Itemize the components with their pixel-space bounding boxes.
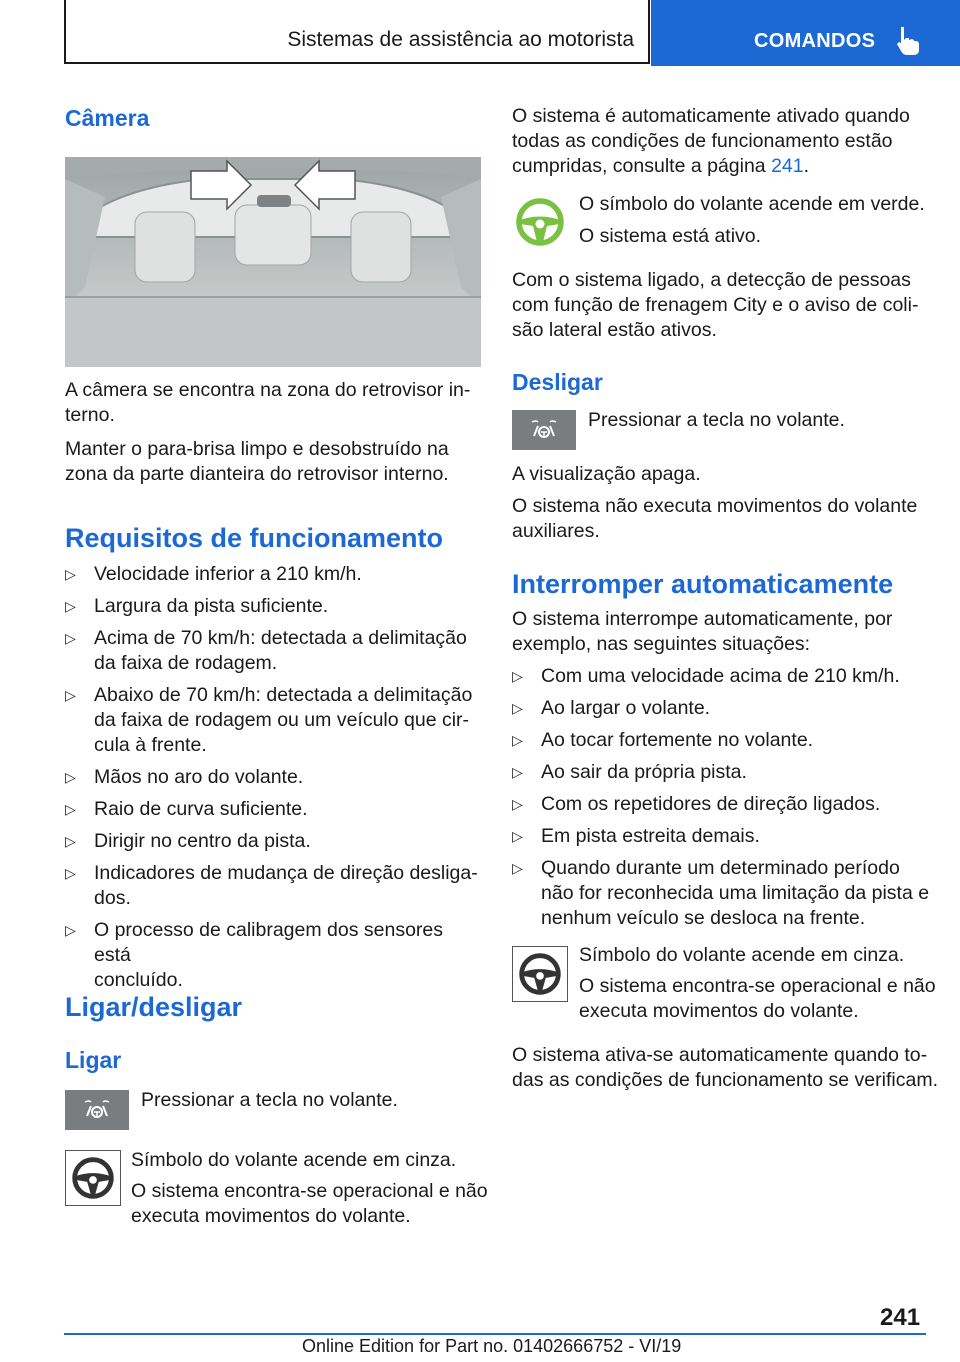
edition-footer: Online Edition for Part no. 01402666752 - VI/19 — [302, 1336, 682, 1356]
interrupt-intro — [512, 607, 932, 657]
camera-paragraph-1 — [65, 378, 481, 428]
bullet-triangle-icon: ▷ — [512, 796, 523, 812]
bullet-triangle-icon: ▷ — [512, 860, 523, 876]
text-line: O sistema encontra-se operacional e não — [131, 1180, 488, 1202]
list-item-text: Quando durante um determinado período — [541, 857, 900, 879]
list-item-text: Com os repetidores de direção ligados. — [541, 793, 881, 815]
on-off-heading: Ligar/desligar — [65, 992, 243, 1022]
list-item — [65, 918, 481, 993]
page-reference-link[interactable]: 241 — [771, 155, 804, 177]
requirements-heading: Requisitos de funcionamento — [65, 523, 444, 553]
green-steering-wheel-icon — [512, 194, 568, 250]
text-fragment: cumpridas, consulte a página — [512, 155, 772, 177]
list-item-text: Ao largar o volante. — [541, 697, 711, 719]
list-item-text: Mãos no aro do volante. — [94, 766, 304, 788]
text-line: exemplo, nas seguintes situações: — [512, 633, 811, 655]
bullet-triangle-icon: ▷ — [512, 668, 523, 684]
text-line: auxiliares. — [512, 520, 600, 542]
text-line: O sistema não executa movimentos do volante — [512, 495, 918, 517]
on-heading: Ligar — [65, 1047, 122, 1073]
list-item — [65, 562, 481, 587]
list-item — [65, 683, 481, 758]
list-item — [65, 765, 481, 790]
list-item-text: Acima de 70 km/h: detectada a delimitação — [94, 627, 467, 649]
pointing-hand-icon — [896, 26, 922, 56]
text-line: todas as condições de funcionamento estão — [512, 130, 893, 152]
requirements-list — [65, 562, 481, 1000]
text-line: O sistema é automaticamente ativado quando — [512, 105, 910, 127]
camera-location-image — [65, 157, 481, 367]
car-interior-illustration — [65, 157, 481, 367]
list-item-text: nenhum veículo se desloca na frente. — [541, 907, 866, 929]
lane-assist-button-icon — [65, 1090, 129, 1130]
text-line: O sistema está ativo. — [579, 225, 762, 247]
chapter-tab-label: COMANDOS — [754, 30, 876, 52]
text-line: Símbolo do volante acende em cinza. — [131, 1149, 457, 1171]
list-item-text: Com uma velocidade acima de 210 km/h. — [541, 665, 900, 687]
list-item-text: dos. — [94, 887, 131, 909]
page-header — [0, 0, 960, 66]
text-fragment: . — [803, 155, 810, 177]
text-line: O sistema ativa-se automaticamente quando to- — [512, 1044, 928, 1066]
on-instruction: Pressionar a tecla no volante. — [141, 1089, 398, 1111]
bullet-triangle-icon: ▷ — [512, 700, 523, 716]
system-on-paragraph — [512, 268, 932, 343]
off-heading: Desligar — [512, 369, 603, 395]
list-item-text: não for reconhecida uma limitação da pista e — [541, 882, 930, 904]
list-item-text: concluído. — [94, 969, 183, 991]
interrupt-heading: Interromper automaticamente — [512, 569, 894, 599]
list-item — [512, 664, 932, 689]
text-line: O sistema encontra-se operacional e não — [579, 975, 936, 997]
page-number: 241 — [880, 1304, 921, 1331]
header-chapter-tab[interactable] — [651, 0, 960, 66]
steering-wheel-icon — [512, 946, 568, 1002]
text-line: O sistema interrompe automaticamente, por — [512, 608, 893, 630]
list-item — [512, 792, 932, 817]
footer-divider — [64, 1333, 926, 1335]
camera-paragraph-2 — [65, 437, 481, 487]
text-line: executa movimentos do volante. — [131, 1205, 411, 1227]
list-item — [512, 824, 932, 849]
list-item-text: cula à frente. — [94, 734, 207, 756]
text-line — [512, 154, 932, 179]
gray-symbol-note-right — [579, 943, 939, 1024]
text-line: terno. — [65, 404, 115, 426]
list-item-text: Indicadores de mudança de direção desliga- — [94, 862, 478, 884]
bullet-triangle-icon: ▷ — [65, 769, 76, 785]
header-section-title: Sistemas de assistência ao motorista — [287, 28, 634, 51]
list-item-text: Velocidade inferior a 210 km/h. — [94, 563, 362, 585]
bullet-triangle-icon: ▷ — [65, 922, 76, 938]
bullet-triangle-icon: ▷ — [65, 598, 76, 614]
bullet-triangle-icon: ▷ — [65, 865, 76, 881]
final-paragraph — [512, 1043, 942, 1093]
list-item — [512, 856, 932, 931]
camera-heading: Câmera — [65, 105, 150, 131]
bullet-triangle-icon: ▷ — [512, 732, 523, 748]
list-item-text: Dirigir no centro da pista. — [94, 830, 311, 852]
lane-assist-button-icon — [512, 410, 576, 450]
list-item — [65, 861, 481, 911]
bullet-triangle-icon: ▷ — [512, 764, 523, 780]
off-instruction: Pressionar a tecla no volante. — [588, 409, 845, 431]
bullet-triangle-icon: ▷ — [65, 833, 76, 849]
text-line: executa movimentos do volante. — [579, 1000, 859, 1022]
list-item-text: Em pista estreita demais. — [541, 825, 760, 847]
text-line: A câmera se encontra na zona do retrovisor in- — [65, 379, 471, 401]
text-line: zona da parte dianteira do retrovisor interno. — [65, 463, 449, 485]
list-item-text: Ao sair da própria pista. — [541, 761, 747, 783]
text-line: são lateral estão ativos. — [512, 319, 717, 341]
list-item — [512, 696, 932, 721]
text-line: Com o sistema ligado, a detecção de pessoas — [512, 269, 911, 291]
list-item-text: da faixa de rodagem ou um veículo que cir- — [94, 709, 470, 731]
steering-wheel-icon — [65, 1150, 121, 1206]
off-paragraph-2 — [512, 494, 932, 544]
list-item — [65, 829, 481, 854]
list-item-text: O processo de calibragem dos sensores está — [94, 919, 444, 966]
text-line: com função de frenagem City e o aviso de coli- — [512, 294, 919, 316]
list-item — [65, 594, 481, 619]
list-item — [512, 760, 932, 785]
list-item-text: da faixa de rodagem. — [94, 652, 278, 674]
bullet-triangle-icon: ▷ — [512, 828, 523, 844]
bullet-triangle-icon: ▷ — [65, 630, 76, 646]
list-item — [512, 728, 932, 753]
list-item — [65, 626, 481, 676]
list-item-text: Raio de curva suficiente. — [94, 798, 308, 820]
interrupt-list — [512, 664, 932, 938]
bullet-triangle-icon: ▷ — [65, 566, 76, 582]
gray-symbol-note — [131, 1148, 491, 1229]
text-line: das as condições de funcionamento se verificam. — [512, 1069, 938, 1091]
text-line: Símbolo do volante acende em cinza. — [579, 944, 905, 966]
text-line: O símbolo do volante acende em verde. — [579, 193, 925, 215]
bullet-triangle-icon: ▷ — [65, 801, 76, 817]
green-symbol-note — [579, 192, 929, 249]
auto-activation-paragraph — [512, 104, 932, 179]
text-line: Manter o para-brisa limpo e desobstruído na — [65, 438, 449, 460]
list-item-text: Largura da pista suficiente. — [94, 595, 329, 617]
bullet-triangle-icon: ▷ — [65, 687, 76, 703]
list-item-text: Abaixo de 70 km/h: detectada a delimitação — [94, 684, 473, 706]
list-item-text: Ao tocar fortemente no volante. — [541, 729, 814, 751]
list-item — [65, 797, 481, 822]
off-paragraph-1: A visualização apaga. — [512, 463, 701, 485]
